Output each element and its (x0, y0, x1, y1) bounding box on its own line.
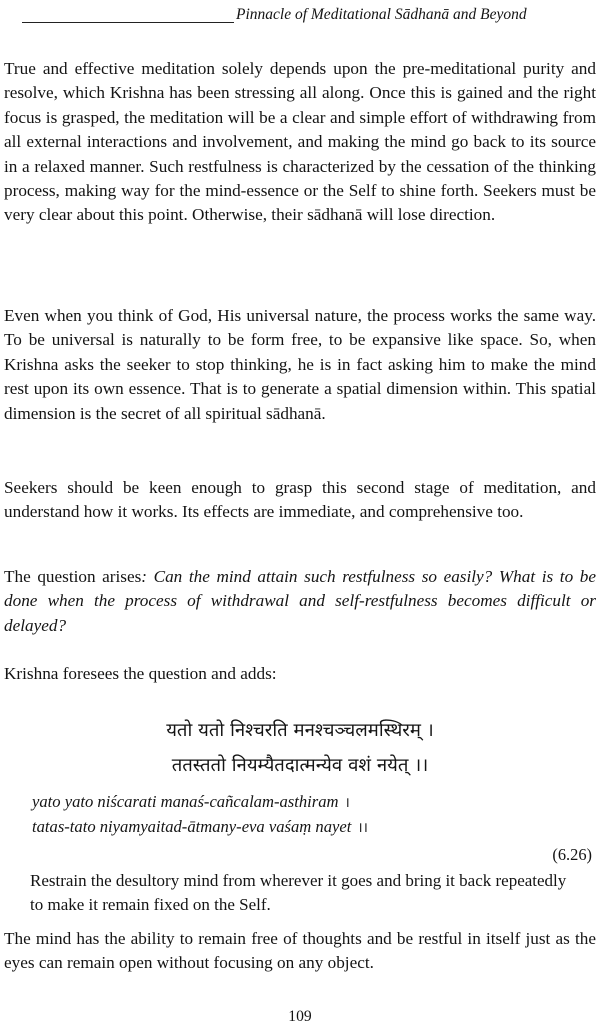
question-italic: : Can the mind attain such restfulness so easily? What is to be done when the process of withdrawal and self-restfulness becomes difficult or delayed? (4, 567, 596, 635)
verse-number: (6.26) (552, 845, 592, 864)
translit-text-1: yato yato niścarati manaś-cañcalam-asthiram (32, 792, 339, 811)
verse-devanagari-line-2: ततस्ततो नियम्यैतदात्मन्येव वशं नयेत् ।। (171, 755, 429, 776)
question-lead: The question arises (4, 567, 142, 586)
header-title: Pinnacle of Meditational Sādhanā and Beyond (236, 6, 527, 23)
verse-transliteration-line-1 (32, 790, 592, 816)
translit-danda-1: । (344, 796, 350, 811)
question-paragraph (4, 565, 596, 638)
verse-devanagari-line-1: यतो यतो निश्चरति मनश्चञ्चलमस्थिरम् । (166, 720, 434, 741)
translit-text-2: tatas-tato niyamyaitad-ātmany-eva vaśaṃ nayet (32, 817, 352, 836)
running-header (0, 5, 600, 27)
page-number: 109 (288, 1008, 312, 1025)
paragraph-1: True and effective meditation solely depends upon the pre-meditational purity and resolve, which Krishna has been stressing all along. Once this is gained and the right focus is grasped, the meditation will be a clear and simple effort of withdrawing from all external interactions and involvement, and making the mind go back to its source in a relaxed manner. Such restfulness is characterized by the cessation of the thinking process, making way for the mind-essence or the Self to shine forth. Seekers must be very clear about this point. Otherwise, their sādhanā will lose direction. (4, 59, 596, 225)
verse-translation: Restrain the desultory mind from wherever it goes and bring it back repeatedly to make it remain fixed on the Self. (30, 871, 567, 915)
paragraph-2: Even when you think of God, His universal nature, the process works the same way. To be universal is naturally to be form free, to be expansive like space. So, when Krishna asks the seeker to stop thinking, he is in fact asking him to make the mind rest upon its own essence. That is to generate a spatial dimension within. This spatial dimension is the secret of all spiritual sādhanā. (4, 306, 596, 423)
verse-intro: Krishna foresees the question and adds: (4, 664, 277, 683)
verse-transliteration-line-2 (32, 815, 592, 841)
paragraph-3: Seekers should be keen enough to grasp this second stage of meditation, and understand how it works. Its effects are immediate, and comprehensive too. (4, 478, 596, 522)
header-rule (22, 22, 234, 23)
closing-paragraph: The mind has the ability to remain free of thoughts and be restful in itself just as the eyes can remain open without focusing on any object. (4, 929, 596, 973)
translit-danda-2: ।। (357, 821, 368, 836)
